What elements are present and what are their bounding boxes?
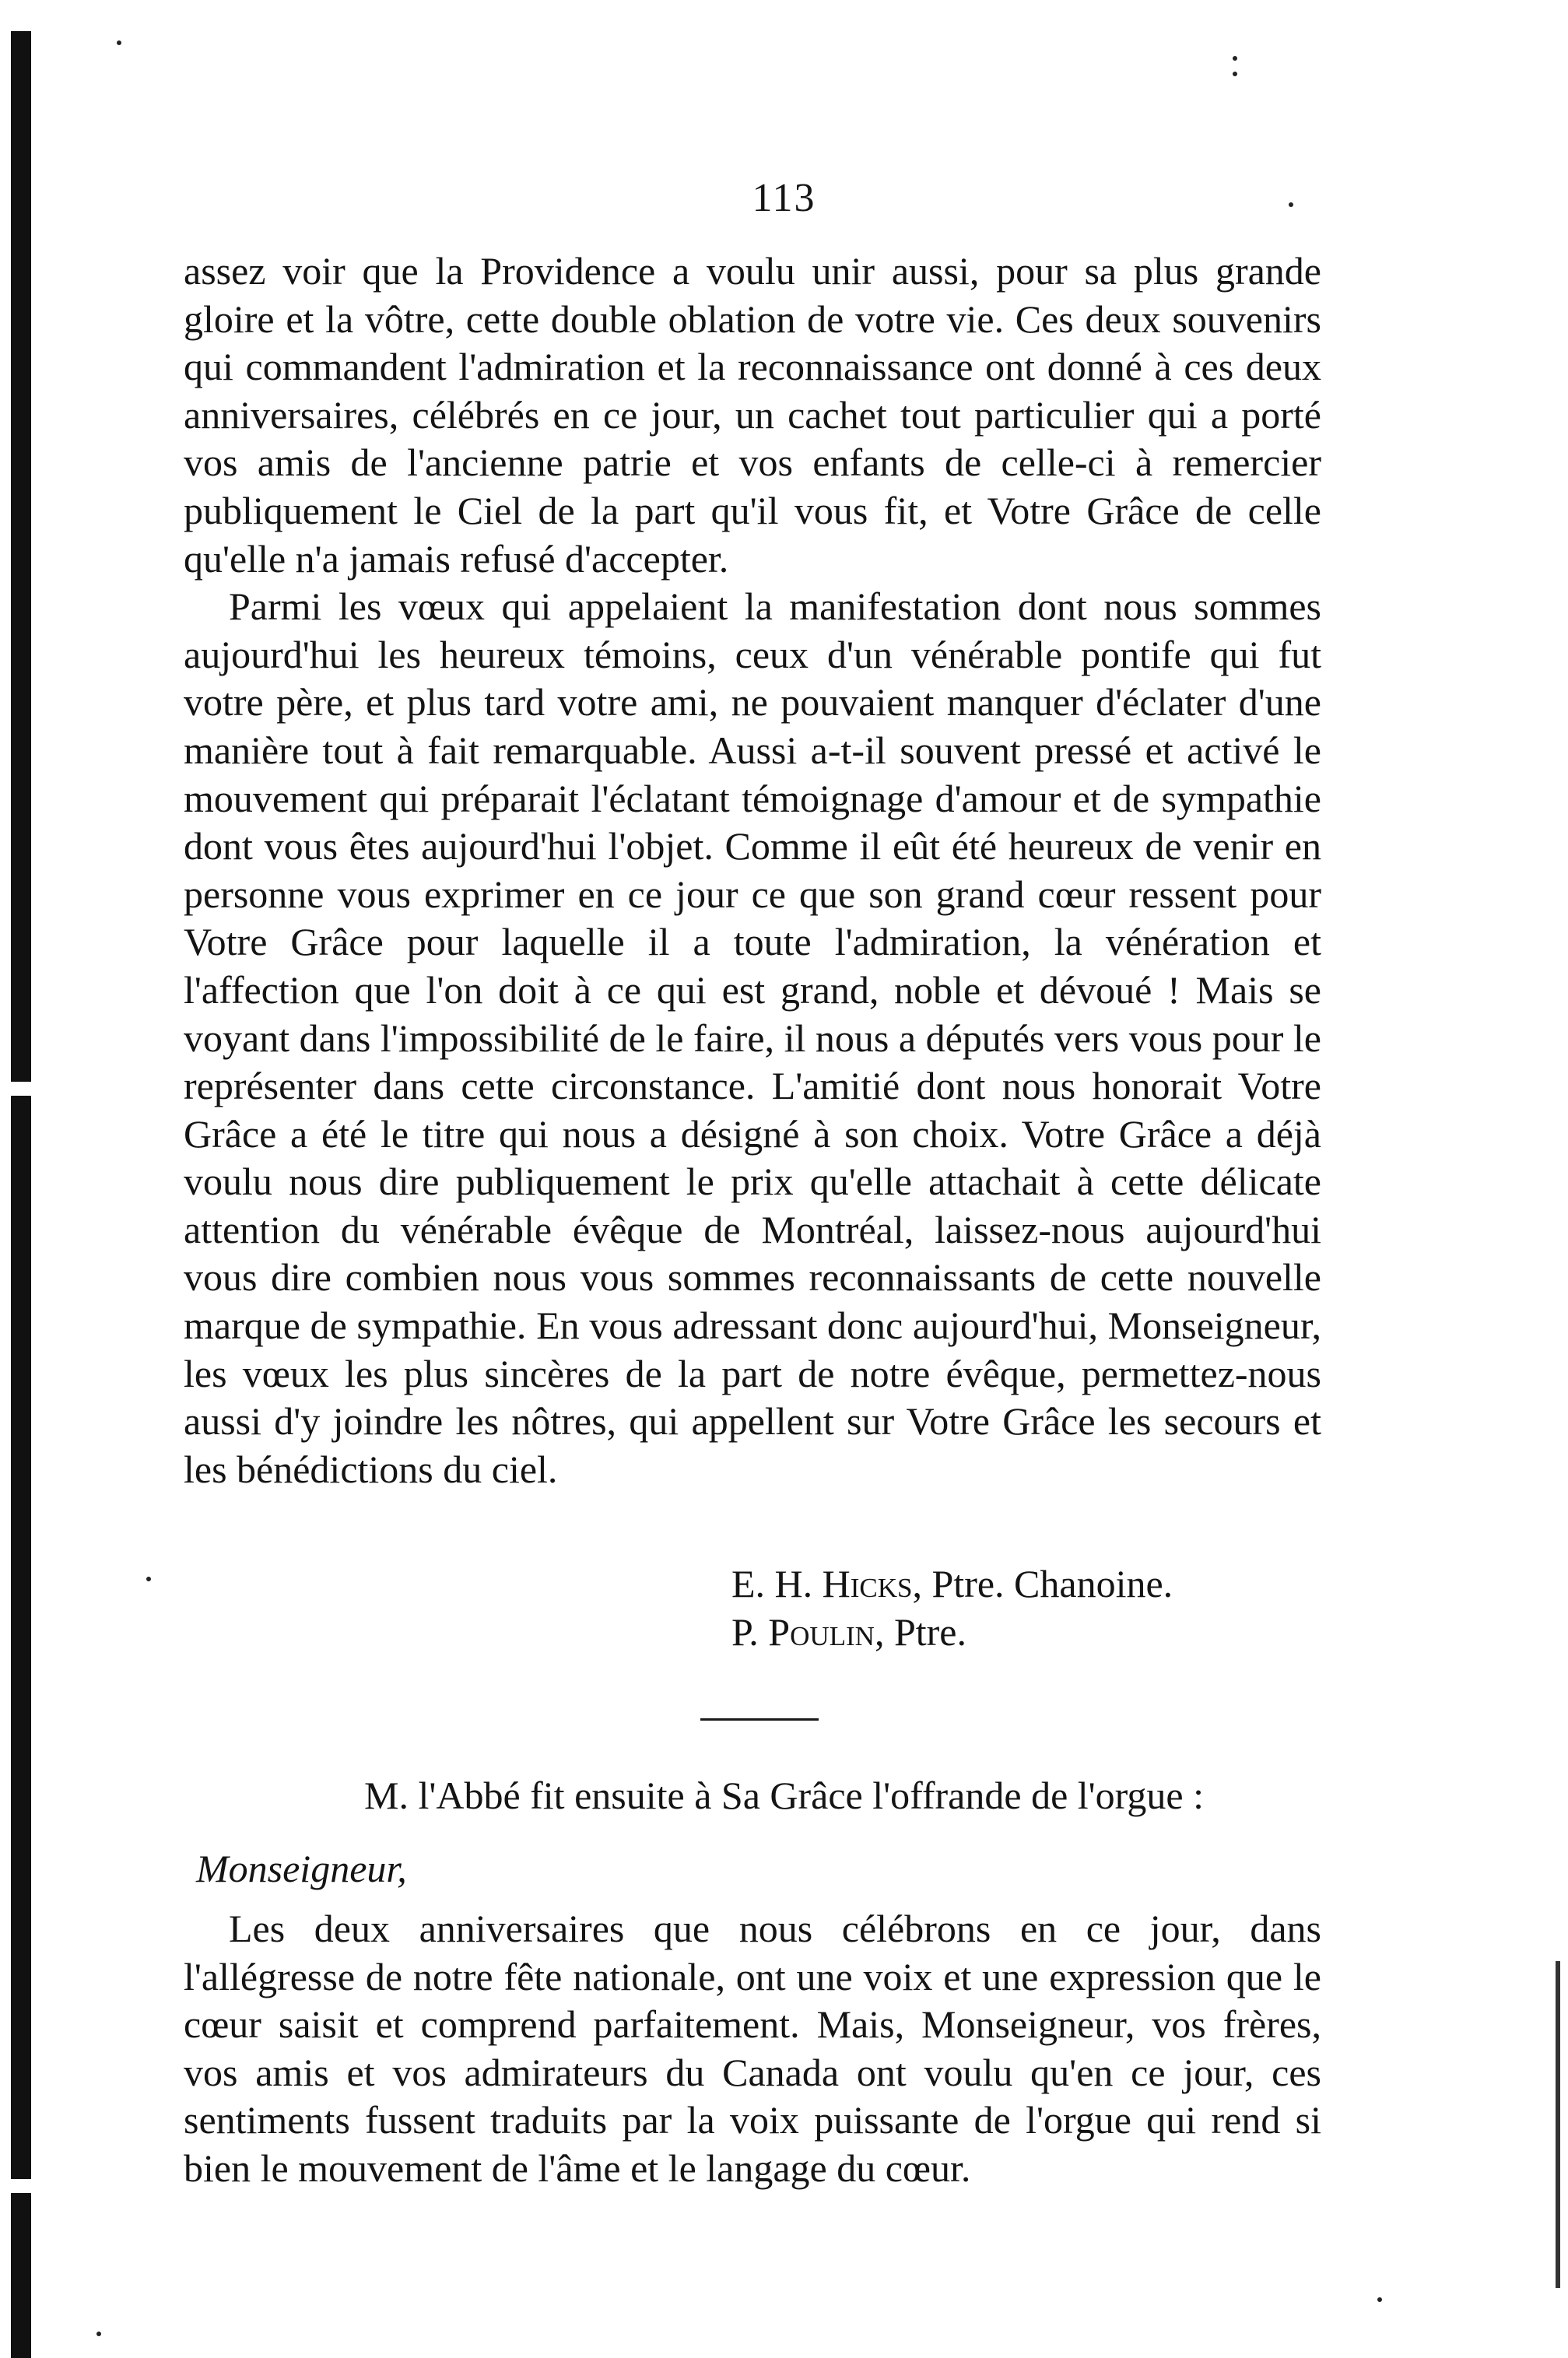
page-right-edge-mark — [1556, 1961, 1560, 2288]
signature-name: P. Poulin — [731, 1610, 875, 1654]
binding-notch — [11, 1082, 31, 1096]
letter-paragraph-2: Parmi les vœux qui appelaient la manifestation dont nous sommes aujourd'hui les heureux témoins, ceux d'un vénérable pontife qui fut votre père, et plus tard votre ami, ne pouvaient manquer d'éclater d'une manière tout à fait remarquable. Aussi a-t-il souvent pressé et activé le mouvement qui préparait l'éclatant témoignage d'amour et de sympathie dont vous êtes aujourd'hui l'objet. Comme il eût été heureux de venir en personne vous exprimer en ce jour ce que son grand cœur ressent pour Votre Grâce pour laquelle il a toute l'admiration, la vénération et l'affection que l'on doit à ce qui est grand, noble et dévoué ! Mais se voyant dans l'impossibilité de le faire, il nous a députés vers vous pour le représenter dans cette circonstance. L'amitié dont nous honorait Votre Grâce a été le titre qui nous a désigné à son choix. Votre Grâce a déjà voulu nous dire publiquement le prix qu'elle attachait à cette délicate attention du vénérable évêque de Montréal, laissez-nous aujourd'hui vous dire combien nous vous sommes reconnaissants de cette nouvelle marque de sympathie. En vous adressant donc aujourd'hui, Monseigneur, les vœux les plus sincères de la part de notre évêque, permettez-nous aussi d'y joindre les nôtres, qui appellent sur Votre Grâce les secours et les bénédictions du ciel. — [184, 584, 1321, 1491]
signature-line-hicks — [731, 1560, 1173, 1608]
binding-notch — [11, 2179, 31, 2193]
signature-title: , Ptre. Chanoine. — [912, 1562, 1173, 1605]
page-number: 113 — [752, 176, 816, 220]
print-speck — [96, 2332, 101, 2336]
print-speck — [146, 1577, 151, 1581]
salutation: Monseigneur, — [196, 1847, 407, 1890]
signature-name: E. H. Hicks — [731, 1562, 913, 1605]
organ-address-body — [184, 1905, 1321, 2193]
print-speck — [1233, 56, 1237, 61]
signature-title: , Ptre. — [874, 1610, 966, 1654]
address-paragraph-1: Les deux anniversaires que nous célébrons en ce jour, dans l'allégresse de notre fête nationale, ont une voix et une expression que le cœur saisit et comprend parfaitement. Mais, Monseigneur, vos frères, vos amis et vos admirateurs du Canada ont voulu qu'en ce jour, ces sentiments fussent traduits par la voix puissante de l'orgue qui rend si bien le mouvement de l'âme et le langage du cœur. — [184, 1907, 1321, 2190]
signature-line-poulin — [731, 1608, 1173, 1656]
print-speck — [117, 40, 121, 45]
page-binding-edge — [11, 31, 31, 2358]
transition-line: M. l'Abbé fit ensuite à Sa Grâce l'offrande de l'orgue : — [363, 1774, 1204, 1817]
print-speck — [1233, 72, 1237, 76]
print-speck — [1377, 2297, 1382, 2302]
signature-block — [731, 1560, 1173, 1656]
section-divider — [700, 1718, 819, 1721]
letter-paragraph-1: assez voir que la Providence a voulu unir aussi, pour sa plus grande gloire et la vôtre, cette double oblation de votre vie. Ces deux souvenirs qui commandent l'admiration et la reconnaissance ont donné à ces deux anniversaires, célébrés en ce jour, un cachet tout particulier qui a porté vos amis de l'ancienne patrie et vos enfants de celle-ci à remercier publiquement le Ciel de la part qu'il vous fit, et Votre Grâce de celle qu'elle n'a jamais refusé d'accepter. — [184, 249, 1321, 581]
letter-body — [184, 247, 1321, 1493]
